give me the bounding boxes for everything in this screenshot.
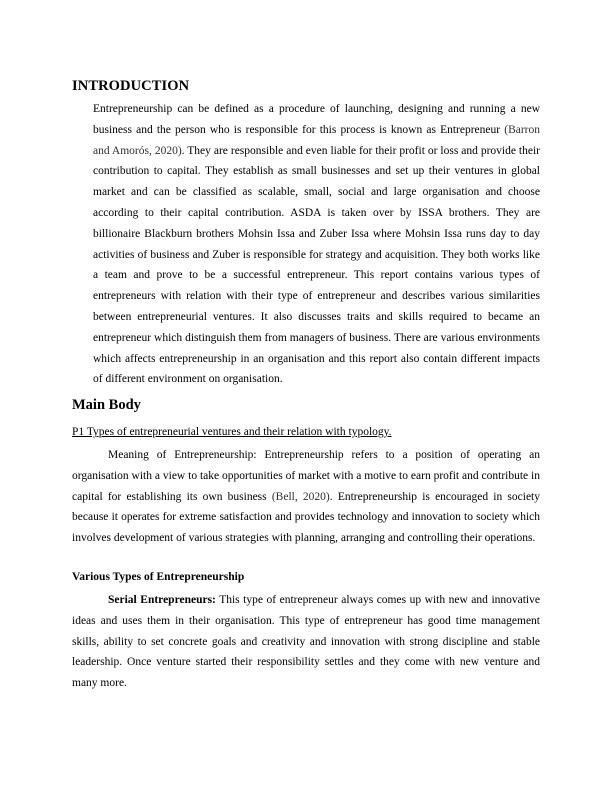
p1-paragraph (72, 445, 540, 549)
introduction-paragraph (93, 99, 540, 390)
serial-entrepreneurs-paragraph (72, 590, 540, 694)
p1-citation: (Bell, 2020) (271, 490, 330, 503)
serial-entrepreneurs-text: This type of entrepreneur always comes up with new and innovative ideas and uses them in their organisation. This type of entrepreneur has good time management skills, ability to set concrete goals and creativity and innovation with strong discipline and stable leadership. Once venture started their responsibility settles and they come with new venture and many more. (72, 594, 540, 690)
p1-text-part-1: Meaning of Entrepreneurship: Entrepreneurship refers to a position of operating an organisation with a view to take opportunities of market with a motive to earn profit and contribute in capital for establishing its own business (72, 449, 540, 503)
introduction-heading: INTRODUCTION (72, 78, 190, 94)
types-subheading: Various Types of Entrepreneurship (72, 571, 245, 583)
introduction-citation: (Barron and Amorós, 2020) (93, 123, 540, 157)
introduction-text-part-1: Entrepreneurship can be defined as a procedure of launching, designing and running a new business and the person who is responsible for this process is known as Entrepreneur (93, 103, 540, 136)
p1-text-part-2: . Entrepreneurship is encouraged in society because it operates for extreme satisfaction and provides technology and innovation to society which involves development of various strategies with planning, arranging and controlling their operations. (72, 490, 540, 545)
main-body-heading: Main Body (72, 397, 141, 413)
serial-entrepreneurs-term: Serial Entrepreneurs: (108, 594, 216, 606)
introduction-text-part-2: . They are responsible and even liable for their profit or loss and provide their contribution to capital. They establish as small businesses and set up their ventures in global market and can be classified as scalable, small, social and large organisation and choose according to their capital contribution. ASDA is taken over by ISSA brothers. They are billionaire Blackburn brothers Mohsin Issa and Zuber Issa where Mohsin Issa runs day to day activities of business and Zuber is responsible for strategy and acquisition. They both works like a team and prove to be a successful entrepreneur. This report contains various types of entrepreneurs with relation with their type of entrepreneur and describes various similarities between entrepreneurial ventures. It also discusses traits and skills required to became an entrepreneur which distinguish them from managers of business. There are various environments which affects entrepreneurship in an organisation and this report also contain different impacts of different environment on organisation. (93, 144, 540, 386)
p1-section-heading: P1 Types of entrepreneurial ventures and their relation with typology. (72, 426, 392, 438)
